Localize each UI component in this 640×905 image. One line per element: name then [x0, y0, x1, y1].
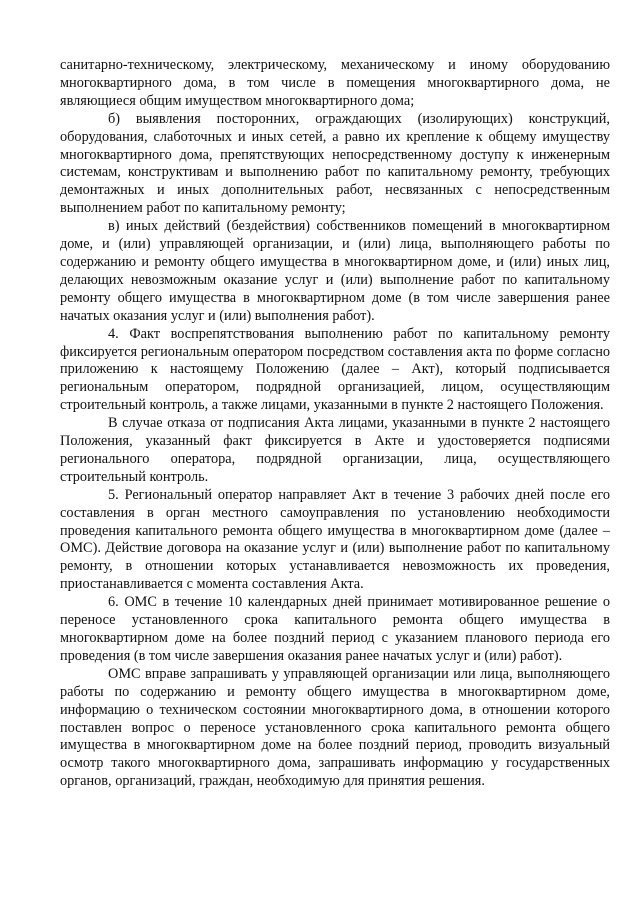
paragraph-refusal-to-sign: В случае отказа от подписания Акта лицами, указанными в пункте 2 настоящего Положения, указанный факт фиксируется в Акте и удостоверяется подписями регионального оператора, подрядной организации, лица, осуществляющего строительный контроль. [60, 415, 610, 485]
paragraph-clause-6: 6. ОМС в течение 10 календарных дней принимает мотивированное решение о переносе установленного срока капитального ремонта общего имущества в многоквартирном доме на более поздний период с указанием планового периода его проведения (в том числе завершения оказания ранее начатых услуг и (или) работ). [60, 594, 610, 664]
document-page [60, 57, 610, 791]
paragraph-item-b: б) выявления посторонних, ограждающих (изолирующих) конструкций, оборудования, слаботочных и иных сетей, а равно их крепление к общему имуществу многоквартирного дома, препятствующих непосредственному доступу к инженерным системам, конструктивам и выполнению работ по капитальному ремонту, требующих демонтажных и иных дополнительных работ, несвязанных с непосредственным выполнением работ по капитальному ремонту; [60, 110, 610, 217]
paragraph-clause-4: 4. Факт воспрепятствования выполнению работ по капитальному ремонту фиксируется региональным оператором посредством составления акта по форме согласно приложению к настоящему Положению (далее – Акт), который подписывается региональным оператором, подрядной организацией, лицом, осуществляющим строительный контроль, а также лицами, указанными в пункте 2 настоящего Положения. [60, 325, 610, 414]
paragraph-continuation: санитарно-техническому, электрическому, механическому и иному оборудованию многоквартирного дома, в том числе в помещения многоквартирного дома, не являющиеся общим имуществом многоквартирного дома; [60, 57, 610, 109]
paragraph-item-v: в) иных действий (бездействия) собственников помещений в многоквартирном доме, и (или) управляющей организации, и (или) лица, выполняющего работы по содержанию и ремонту общего имущества в многоквартирном доме, и (или) иных лиц, делающих невозможным оказание услуг и (или) выполнение работ по капитальному ремонту общего имущества в многоквартирном доме (в том числе завершения ранее начатых оказания услуг и (или) выполнения работ). [60, 218, 610, 324]
paragraph-clause-5: 5. Региональный оператор направляет Акт в течение 3 рабочих дней после его составления в орган местного самоуправления по установлению необходимости проведения капитального ремонта общего имущества в многоквартирном доме (далее – ОМС). Действие договора на оказание услуг и (или) выполнение работ по капитальному ремонту, в отношении которых устанавливается невозможность их проведения, приостанавливается с момента составления Акта. [60, 486, 610, 593]
paragraph-oms-rights: ОМС вправе запрашивать у управляющей организации или лица, выполняющего работы по содержанию и ремонту общего имущества в многоквартирном доме, информацию о техническом состоянии многоквартирного дома, в отношении которого поставлен вопрос о переносе установленного срока капитального ремонта общего имущества в многоквартирном доме на более поздний период, проводить визуальный осмотр такого многоквартирного дома, запрашивать информацию у государственных органов, организаций, граждан, необходимую для принятия решения. [60, 665, 610, 790]
